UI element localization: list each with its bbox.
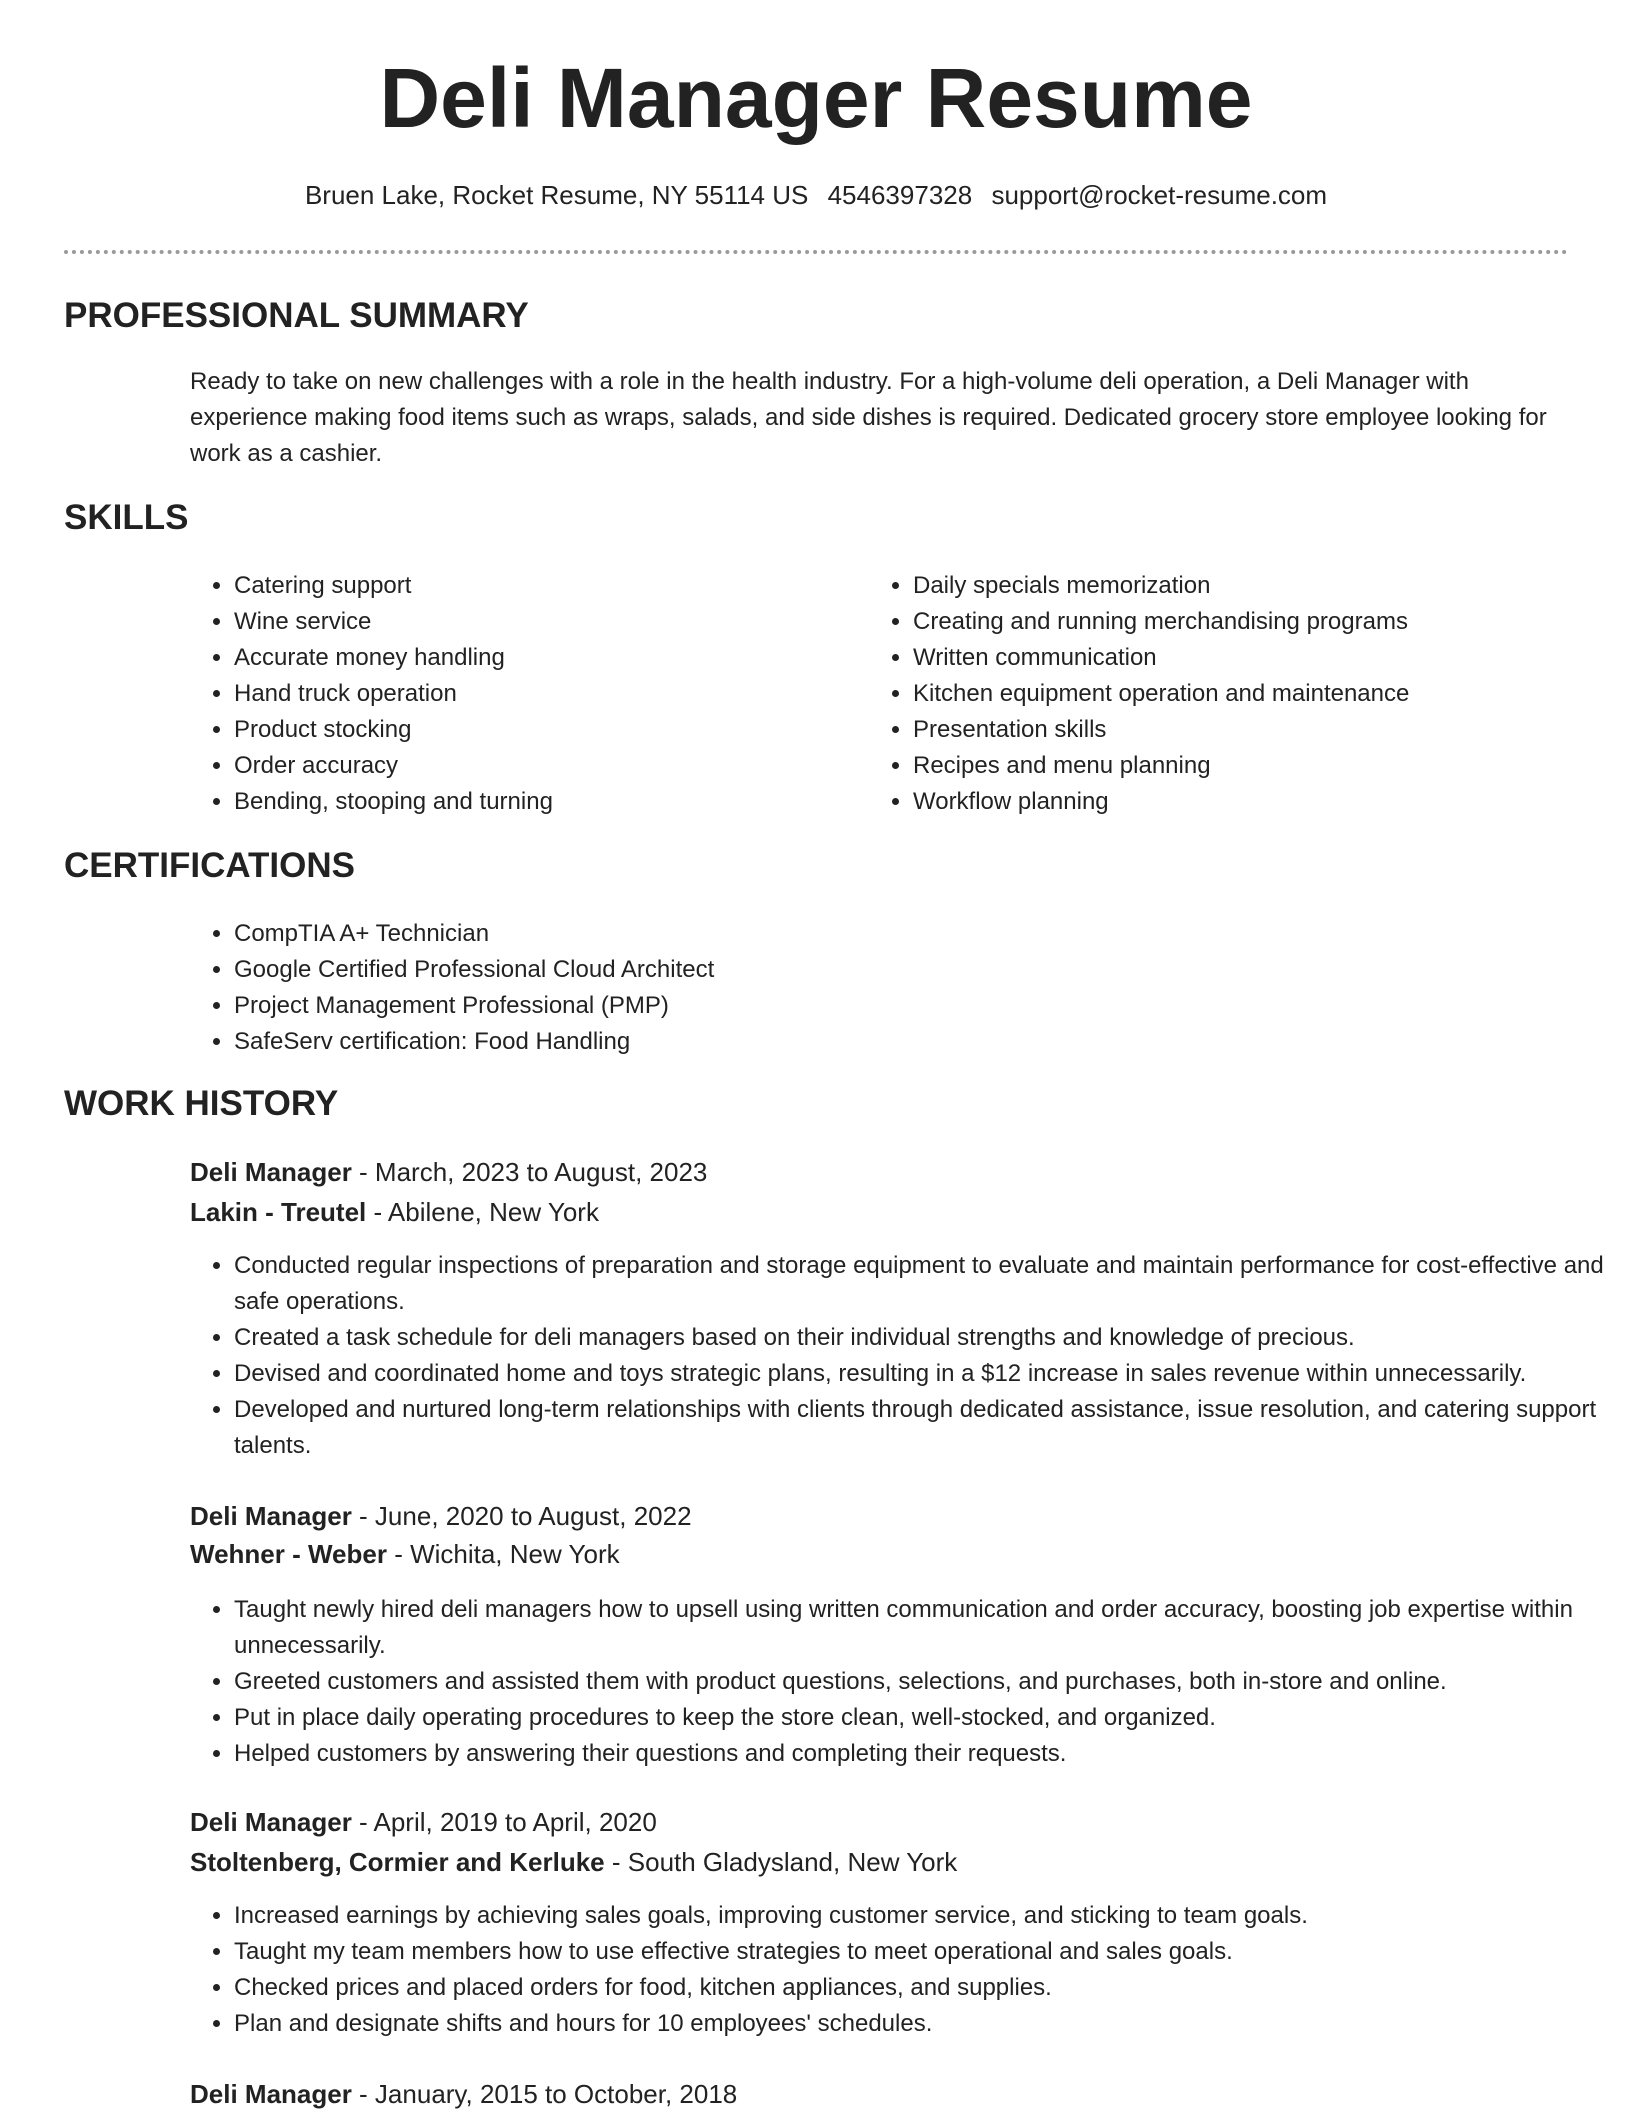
skill-item: • Product stocking xyxy=(234,712,854,748)
skills-heading: SKILLS xyxy=(64,498,189,537)
contact-address: Bruen Lake, Rocket Resume, NY 55114 US xyxy=(304,180,809,210)
job-location: - Abilene, New York xyxy=(366,1197,599,1227)
certifications-list xyxy=(190,916,1134,1060)
skill-item: • Recipes and menu planning xyxy=(913,748,1613,784)
job-bullet: • Devised and coordinated home and toys strategic plans, resulting in a $12 increase in sales revenue within unnecessarily. xyxy=(234,1356,1614,1392)
work-history-heading: WORK HISTORY xyxy=(64,1084,339,1123)
job-bullet: • Taught newly hired deli managers how to upsell using written communication and order accuracy, boosting job expertise within unnecessarily. xyxy=(234,1592,1614,1664)
job-location: - South Gladysland, New York xyxy=(604,1847,958,1877)
skill-item: • Accurate money handling xyxy=(234,640,854,676)
certifications-heading: CERTIFICATIONS xyxy=(64,846,356,885)
certification-item: • CompTIA A+ Technician xyxy=(234,916,1134,952)
job-dates: - April, 2019 to April, 2020 xyxy=(351,1807,657,1837)
skill-item: • Hand truck operation xyxy=(234,676,854,712)
job-dates: - June, 2020 to August, 2022 xyxy=(351,1501,692,1531)
summary-text: Ready to take on new challenges with a role in the health industry. For a high-volume deli operation, a Deli Manager with experience making food items such as wraps, salads, and side dishes is required. Dedicated grocery store employee looking for work as a cashier. xyxy=(190,368,1547,467)
job-title-line xyxy=(190,1154,707,1190)
job-title-line xyxy=(190,1804,657,1840)
job-bullet: • Developed and nurtured long-term relationships with clients through dedicated assistance, issue resolution, and catering support talents. xyxy=(234,1392,1614,1464)
job-company: Lakin - Treutel xyxy=(190,1197,367,1227)
job-dates: - January, 2015 to October, 2018 xyxy=(351,2079,738,2109)
skill-item: • Creating and running merchandising programs xyxy=(913,604,1613,640)
skills-list-left xyxy=(190,568,854,820)
skill-item: • Presentation skills xyxy=(913,712,1613,748)
job-bullet: • Created a task schedule for deli managers based on their individual strengths and knowledge of precious. xyxy=(234,1320,1614,1356)
job-bullet: • Put in place daily operating procedures to keep the store clean, well-stocked, and organized. xyxy=(234,1700,1614,1736)
job-title: Deli Manager xyxy=(190,1807,352,1837)
header-divider xyxy=(64,250,1568,254)
certification-item: • Google Certified Professional Cloud Architect xyxy=(234,952,1134,988)
job-company: Wehner - Weber xyxy=(190,1539,387,1569)
skills-list-right xyxy=(869,568,1613,820)
job-dates: - March, 2023 to August, 2023 xyxy=(351,1157,708,1187)
job-bullet: • Taught my team members how to use effective strategies to meet operational and sales goals. xyxy=(234,1934,1614,1970)
job-bullet: • Helped customers by answering their questions and completing their requests. xyxy=(234,1736,1614,1772)
job-bullet: • Increased earnings by achieving sales goals, improving customer service, and sticking to team goals. xyxy=(234,1898,1614,1934)
job-bullet: • Greeted customers and assisted them with product questions, selections, and purchases, both in-store and online. xyxy=(234,1664,1614,1700)
skill-item: • Kitchen equipment operation and maintenance xyxy=(913,676,1613,712)
skill-item: • Order accuracy xyxy=(234,748,854,784)
job-bullet: • Checked prices and placed orders for food, kitchen appliances, and supplies. xyxy=(234,1970,1614,2006)
job-location: - Wichita, New York xyxy=(386,1539,620,1569)
certification-item: • Project Management Professional (PMP) xyxy=(234,988,1134,1024)
skill-item: • Catering support xyxy=(234,568,854,604)
job-title: Deli Manager xyxy=(190,2079,352,2109)
summary-heading: PROFESSIONAL SUMMARY xyxy=(64,296,529,335)
contact-phone: 4546397328 xyxy=(827,180,973,210)
job-bullets xyxy=(190,1898,1614,2042)
job-bullet: • Plan and designate shifts and hours for 10 employees' schedules. xyxy=(234,2006,1614,2042)
contact-line xyxy=(0,180,1632,211)
job-bullets xyxy=(190,1248,1614,1464)
skill-item: • Workflow planning xyxy=(913,784,1613,820)
job-bullets xyxy=(190,1592,1614,1772)
job-company-line xyxy=(190,1844,957,1880)
job-company-line xyxy=(190,1194,599,1230)
job-title-line xyxy=(190,1498,692,1534)
contact-email[interactable]: support@rocket-resume.com xyxy=(991,180,1328,210)
skill-item: • Bending, stooping and turning xyxy=(234,784,854,820)
page-title: Deli Manager Resume xyxy=(379,51,1253,145)
skill-item: • Wine service xyxy=(234,604,854,640)
skill-item: • Written communication xyxy=(913,640,1613,676)
job-title-line xyxy=(190,2076,737,2112)
certification-item: • SafeServ certification: Food Handling xyxy=(234,1024,1134,1060)
job-bullet: • Conducted regular inspections of preparation and storage equipment to evaluate and maintain performance for cost-effective and safe operations. xyxy=(234,1248,1614,1320)
skill-item: • Daily specials memorization xyxy=(913,568,1613,604)
job-company: Stoltenberg, Cormier and Kerluke xyxy=(190,1847,605,1877)
job-title: Deli Manager xyxy=(190,1157,352,1187)
job-title: Deli Manager xyxy=(190,1501,352,1531)
job-company-line xyxy=(190,1536,620,1572)
